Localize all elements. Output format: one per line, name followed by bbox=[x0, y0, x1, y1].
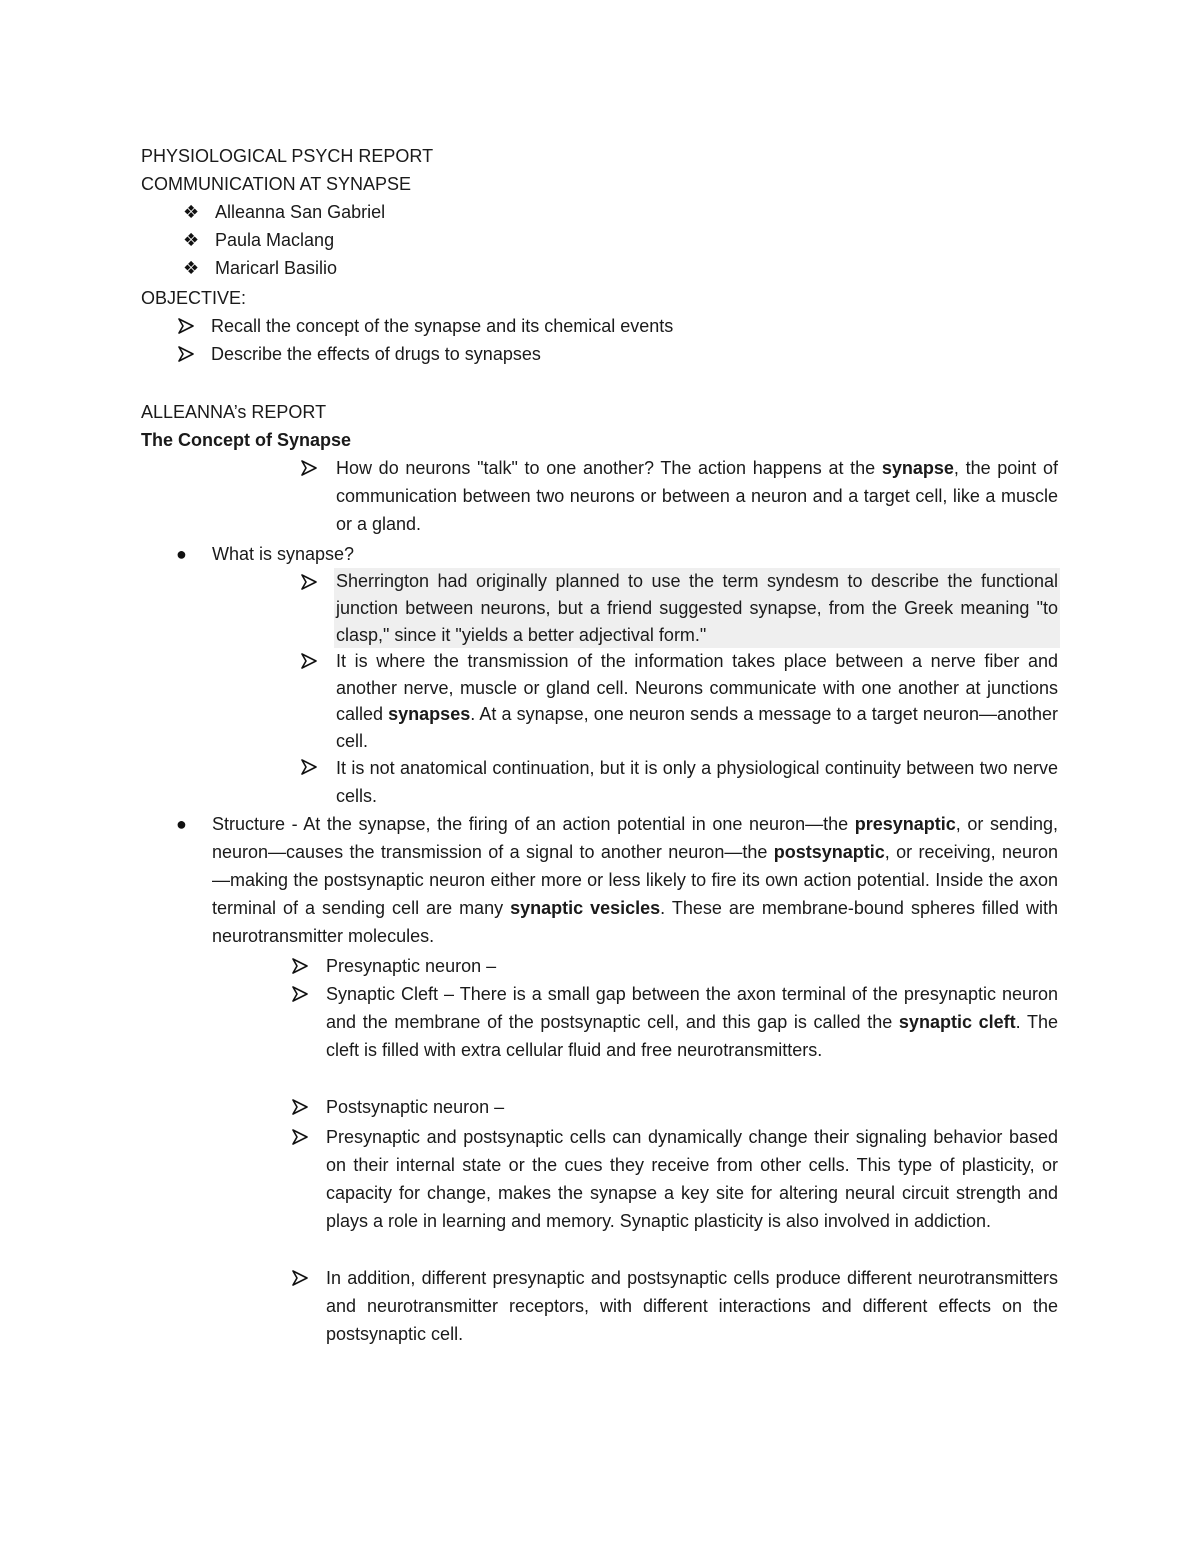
arrow-bullet-icon bbox=[292, 1099, 308, 1115]
structure-text: . These are membrane-bound spheres filled with neurotransmitter molecules. bbox=[212, 898, 1058, 946]
objective-item: Recall the concept of the synapse and its chemical events bbox=[211, 316, 674, 336]
diamond-bullet-icon: ❖ bbox=[183, 230, 200, 250]
diamond-bullet-icon: ❖ bbox=[183, 202, 200, 222]
member-name: Alleanna San Gabriel bbox=[215, 202, 386, 222]
cleft-paragraph bbox=[326, 980, 1058, 1064]
presynaptic-item: Presynaptic neuron – bbox=[326, 956, 497, 976]
member-name: Paula Maclang bbox=[215, 230, 335, 250]
arrow-bullet-icon bbox=[292, 1129, 308, 1145]
arrow-bullet-icon bbox=[292, 1270, 308, 1286]
arrow-bullet-icon bbox=[301, 460, 317, 476]
arrow-bullet-icon bbox=[301, 653, 317, 669]
objective-label: OBJECTIVE: bbox=[141, 288, 247, 308]
report-title: PHYSIOLOGICAL PSYCH REPORT bbox=[141, 146, 434, 166]
question-text: What is synapse? bbox=[212, 544, 355, 564]
intro-paragraph bbox=[336, 454, 1058, 538]
report-subtitle: COMMUNICATION AT SYNAPSE bbox=[141, 174, 412, 194]
intro-text: How do neurons "talk" to one another? The action happens at the bbox=[336, 458, 882, 478]
intro-text: , the point of communication between two neurons or between a neuron and a target cell, like a muscle or a gland. bbox=[336, 458, 1058, 534]
continuity-paragraph: It is not anatomical continuation, but it is only a physiological continuity between two nerve cells. bbox=[336, 758, 1058, 806]
cleft-text: . The cleft is filled with extra cellular fluid and free neurotransmitters. bbox=[326, 1012, 1058, 1060]
sherrington-paragraph: Sherrington had originally planned to use the term syndesm to describe the functional junction between neurons, but a friend suggested synapse, from the Greek meaning "to clasp," since it "yields a better adjectival form." bbox=[336, 571, 1058, 645]
structure-text: , or sending, neuron—causes the transmission of a signal to another neuron—the bbox=[212, 814, 1058, 862]
transmission-paragraph bbox=[336, 648, 1058, 754]
plasticity-paragraph: Presynaptic and postsynaptic cells can dynamically change their signaling behavior based on their internal state or the cues they receive from other cells. This type of plasticity, or capacity for change, makes the synapse a key site for altering neural circuit strength and plays a role in learning and memory. Synaptic plasticity is also involved in addiction. bbox=[326, 1127, 1058, 1231]
cleft-bold-term: synaptic cleft bbox=[898, 1012, 1016, 1032]
structure-bold-term: postsynaptic bbox=[773, 842, 885, 862]
arrow-bullet-icon bbox=[178, 346, 194, 362]
section-heading: The Concept of Synapse bbox=[141, 430, 352, 450]
arrow-bullet-icon bbox=[178, 318, 194, 334]
transmission-text: It is where the transmission of the information takes place between a nerve fiber and another nerve, muscle or gland cell. Neurons communicate with one another at junctions called bbox=[336, 651, 1058, 724]
member-name: Maricarl Basilio bbox=[215, 258, 338, 278]
addition-paragraph: In addition, different presynaptic and postsynaptic cells produce different neurotransmitters and neurotransmitter receptors, with different interactions and different effects on the postsynaptic cell. bbox=[326, 1268, 1058, 1344]
dot-bullet-icon: ● bbox=[176, 814, 187, 834]
structure-bold-term: presynaptic bbox=[854, 814, 956, 834]
arrow-bullet-icon bbox=[301, 759, 317, 775]
structure-text: Structure - At the synapse, the firing of an action potential in one neuron—the bbox=[212, 814, 855, 834]
report-label: ALLEANNA’s REPORT bbox=[141, 402, 327, 422]
arrow-bullet-icon bbox=[301, 574, 317, 590]
structure-text: , or receiving, neuron—making the postsynaptic neuron either more or less likely to fire its own action potential. Inside the axon terminal of a sending cell are many bbox=[212, 842, 1059, 918]
cleft-text: Synaptic Cleft – There is a small gap between the axon terminal of the presynaptic neuron and the membrane of the postsynaptic cell, and this gap is called the bbox=[326, 984, 1058, 1032]
diamond-bullet-icon: ❖ bbox=[183, 258, 200, 278]
transmission-bold-term: synapses bbox=[388, 704, 471, 724]
postsynaptic-item: Postsynaptic neuron – bbox=[326, 1097, 505, 1117]
transmission-text: . At a synapse, one neuron sends a message to a target neuron—another cell. bbox=[336, 704, 1059, 751]
objective-item: Describe the effects of drugs to synapses bbox=[211, 344, 541, 364]
dot-bullet-icon: ● bbox=[176, 544, 187, 564]
structure-bold-term: synaptic vesicles bbox=[510, 898, 661, 918]
arrow-bullet-icon bbox=[292, 958, 308, 974]
intro-bold-term: synapse bbox=[881, 458, 954, 478]
arrow-bullet-icon bbox=[292, 986, 308, 1002]
structure-paragraph bbox=[212, 810, 1058, 950]
